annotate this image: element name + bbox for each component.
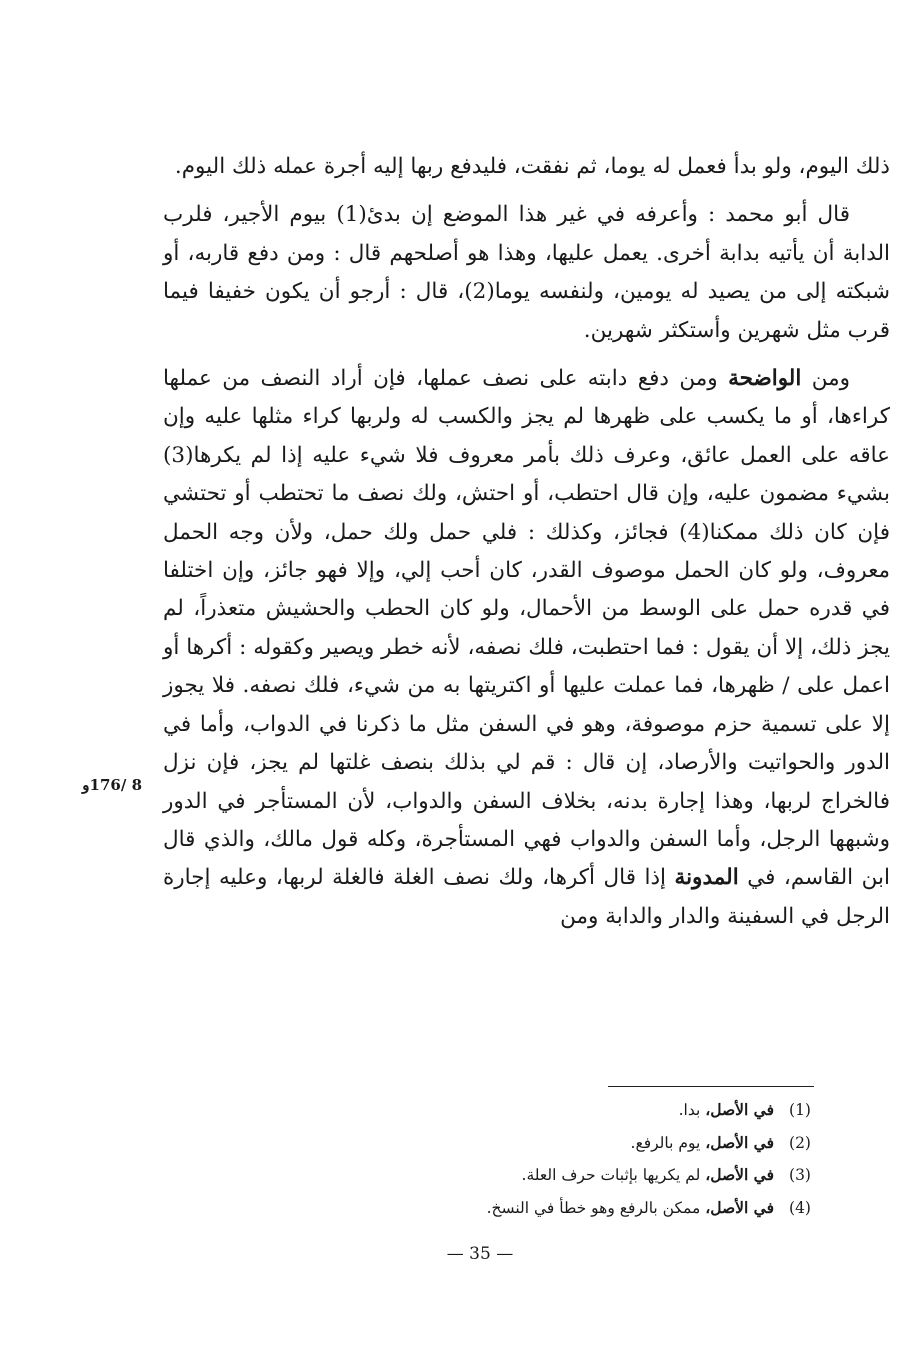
main-text bbox=[163, 148, 890, 946]
footnote-3 bbox=[163, 1159, 826, 1192]
footnote-text bbox=[487, 1192, 774, 1225]
marginal-folio-note: 8 /176و bbox=[82, 776, 142, 794]
bold-source-name: الواضحة bbox=[728, 366, 802, 392]
footnote-label: في الأصل، bbox=[705, 1100, 774, 1119]
text-run: ومن bbox=[801, 366, 850, 392]
paragraph-3 bbox=[163, 360, 890, 936]
footnote-text bbox=[522, 1159, 774, 1192]
footnote-separator bbox=[608, 1086, 814, 1087]
footnote-body: ممكن بالرفع وهو خطأ في النسخ. bbox=[486, 1198, 706, 1217]
text-run: ذلك اليوم، ولو بدأ فعمل له يوما، ثم نفقت، فليدفع ربها إليه أجرة عمله ذلك اليوم. bbox=[174, 154, 890, 179]
footnote-number: (4) bbox=[789, 1198, 811, 1217]
text-run: ومن دفع دابته على نصف عملها، فإن أراد النصف من عملها كراءها، أو ما يكسب على ظهرها لم يجز والكسب له ولربها كراء مثلها عليه وإن عاقه على العمل عائق، وعرف ذلك بأمر معروف فلا شيء عليه إذا لم يكرها(3) بشيء مضمون عليه، وإن قال احتطب، أو احتش، ولك نصف ما تحتطب أو تحتشي فإن كان ذلك ممكنا(4) فجائز، وكذلك : فلي حمل ولك حمل، ولأن وجه الحمل معروف، ولو كان الحمل موصوف القدر، كان أحب إلي، وإلا فهو جائز، وإن اختلفا في قدره حمل على الوسط من الأحمال، ولو كان الحطب والحشيش متعذراً، لم يجز ذلك، إلا أن يقول : فما احتطبت، فلك نصفه، لأنه خطر ويصير وكقوله : أكرها أو اعمل على / ظهرها، فما عملت عليها أو اكتريتها به من شيء، فلك نصفه. فلا يجوز إلا على تسمية حزم موصوفة، وهو في السفن مثل ما ذكرنا في الدواب، وأما في الدور والحواتيت والأرصاد، إن قال : قم لي بذلك بنصف غلتها لم يجز، فإن نزل فالخراج لربها، وهذا إجارة بدنه، بخلاف السفن والدواب، لأن المستأجر في الدور وشبهها الرجل، وأما السفن والدواب فهي المستأجرة، وكله قول مالك، والذي قال ابن القاسم، في bbox=[163, 366, 890, 891]
footnote-text bbox=[679, 1094, 774, 1127]
footnote-1 bbox=[163, 1094, 826, 1127]
footnote-text bbox=[631, 1127, 774, 1160]
footnotes bbox=[163, 1094, 826, 1224]
footnote-label: في الأصل، bbox=[705, 1165, 774, 1184]
paragraph-2 bbox=[163, 196, 890, 350]
footnote-number: (1) bbox=[789, 1101, 811, 1119]
bold-source-name: المدونة bbox=[674, 865, 739, 891]
footnote-4 bbox=[163, 1192, 826, 1225]
footnote-body: يوم بالرفع. bbox=[630, 1133, 706, 1152]
footnote-body: بدا. bbox=[678, 1101, 706, 1119]
footnote-number: (2) bbox=[789, 1133, 811, 1152]
footnote-2 bbox=[163, 1127, 826, 1160]
footnote-number: (3) bbox=[789, 1166, 811, 1184]
text-run: إذا قال أكرها، ولك نصف الغلة فالغلة لربها، وعليه إجارة الرجل في السفينة والدار والدابة ومن bbox=[163, 865, 890, 929]
paragraph-1 bbox=[163, 148, 890, 186]
footnote-body: لم يكريها بإثبات حرف العلة. bbox=[521, 1166, 706, 1184]
footnote-label: في الأصل، bbox=[705, 1132, 774, 1152]
text-run: قال أبو محمد : وأعرفه في غير هذا الموضع إن بدئ(1) بيوم الأجير، فلرب الدابة أن يأتيه بدابة أخرى. يعمل عليها، وهذا هو أصلحهم قال : ومن دفع قاربه، أو شبكته إلى من يصيد له يومين، ولنفسه يوما(2)، قال : أرجو أن يكون خفيفا فيما قرب مثل شهرين وأستكثر شهرين. bbox=[163, 202, 890, 343]
page-number: — 35 — bbox=[446, 1244, 514, 1264]
footnote-label: في الأصل، bbox=[705, 1197, 774, 1217]
